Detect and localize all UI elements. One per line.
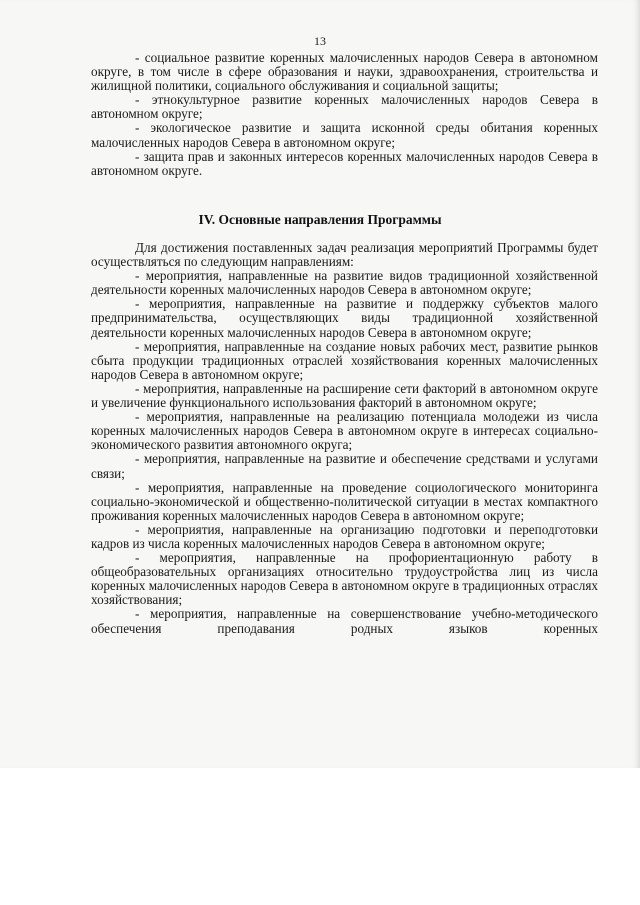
list-item: - мероприятия, направленные на развитие видов традиционной хозяйственной деятельности коренных малочисленных народов Севера в автономном округе; bbox=[91, 268, 598, 298]
list-item: - мероприятия, направленные на проведение социологического мониторинга социально-экономической и общественно-политической ситуации в местах компактного проживания коренных малочисленных народов Севера в автономном округе; bbox=[91, 479, 598, 523]
list-item: - мероприятия, направленные на создание новых рабочих мест, развитие рынков сбыта продукции традиционных отраслей хозяйствования коренных малочисленных народов Севера в автономном округе; bbox=[91, 338, 598, 382]
list-item: - мероприятия, направленные на профориентационную работу в общеобразовательных организациях относительно трудоустройства лиц из числа коренных малочисленных народов Севера в автономном округе в традиционных отраслях хозяйствования; bbox=[91, 550, 598, 608]
list-item: - социальное развитие коренных малочисленных народов Севера в автономном округе, в том числе в сфере образования и науки, здравоохранения, строительства и жилищной политики, социального обслуживания и социальной защиты; bbox=[91, 50, 598, 94]
list-item: - мероприятия, направленные на расширение сети факторий в автономном округе и увеличение функционального использования факторий в автономном округе; bbox=[91, 380, 598, 411]
list-item: - этнокультурное развитие коренных малочисленных народов Севера в автономном округе; bbox=[91, 92, 598, 122]
section-heading: IV. Основные направления Программы bbox=[198, 212, 442, 227]
list-item: - мероприятия, направленные на совершенствование учебно-методического обеспечения преподавания родных языков коренных bbox=[91, 606, 598, 636]
list-item: - мероприятия, направленные на реализацию потенциала молодежи из числа коренных малочисленных народов Севера в автономном округе в интересах социально-экономического развития автономного округа; bbox=[91, 409, 598, 453]
intro-paragraph: Для достижения поставленных задач реализация мероприятий Программы будет осуществляться по следующим направлениям: bbox=[91, 240, 598, 270]
list-item: - защита прав и законных интересов коренных малочисленных народов Севера в автономном округе. bbox=[91, 148, 598, 178]
list-item: - мероприятия, направленные на развитие и поддержку субъектов малого предпринимательства, осуществляющих виды традиционной хозяйственной деятельности коренных малочисленных народов Севера в автономном округе; bbox=[91, 296, 598, 340]
objectives-list bbox=[91, 51, 598, 178]
list-item: - мероприятия, направленные на развитие и обеспечение средствами и услугами связи; bbox=[91, 451, 598, 481]
list-item: - экологическое развитие и защита исконной среды обитания коренных малочисленных народов Севера в автономном округе; bbox=[91, 120, 598, 150]
list-item: - мероприятия, направленные на организацию подготовки и переподготовки кадров из числа коренных малочисленных народов Севера в автономном округе; bbox=[91, 521, 598, 551]
directions-list bbox=[91, 241, 598, 636]
page-number: 13 bbox=[314, 34, 326, 48]
blank-area bbox=[0, 768, 640, 905]
